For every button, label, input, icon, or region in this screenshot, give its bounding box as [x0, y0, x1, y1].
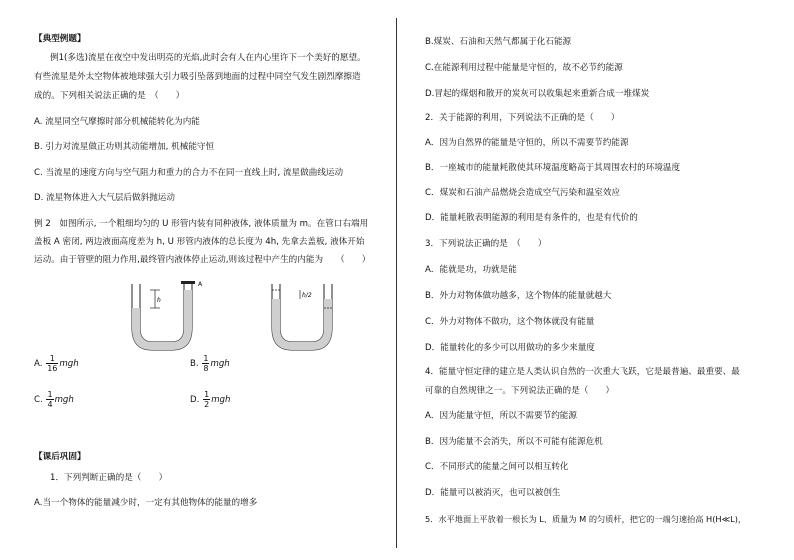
q4-option-a: A．因为能量守恒，所以不需要节约能源	[425, 411, 577, 421]
ex1-option-b: B. 引力对流星做正功则其动能增加, 机械能守恒	[34, 142, 215, 152]
ex1-option-a: A. 流星同空气摩擦时部分机械能转化为内能	[34, 117, 200, 127]
q5-stem-line1: 5．水平地面上平放着一根长为 L、质量为 M 的匀质杆，把它的一端匀速抬高 H(H≪L)，	[425, 514, 747, 524]
q3-option-d: D．能量转化的多少可以用做功的多少来量度	[425, 343, 595, 353]
fraction: $\frac{1}{2}$	[204, 390, 210, 409]
ex2-option-a: A. $\frac{1}{16}$ mgh	[34, 354, 79, 373]
ex2-stem-line2: 盖板 A 密闭, 两边液面高度差为 h, U 形管内液体的总长度为 4h, 先拿去盖板, 液体开始	[34, 237, 365, 247]
section-header-review: 【课后巩固】	[34, 452, 86, 462]
q4-option-c: C．不同形式的能量之间可以相互转化	[425, 462, 569, 472]
ex1-stem-line2: 有些流星是外太空物体被地球强大引力吸引坠落到地面的过程中同空气发生剧烈摩擦造	[34, 72, 361, 82]
q4-option-d: D．能量可以被消灭，也可以被创生	[425, 488, 561, 498]
q3-stem: 3．下列说法正确的是 （ ）	[425, 239, 547, 249]
q1-option-d: D.冒起的煤烟和散开的炭灰可以收集起来重新合成一堆煤炭	[425, 89, 650, 99]
ex1-stem-line1: 例1(多选)流星在夜空中发出明亮的光焰,此时会有人在内心里许下一个美好的愿望。	[50, 53, 366, 63]
q1-option-a: A.当一个物体的能量减少时，一定有其他物体的能量的增多	[34, 498, 258, 508]
fig-label-half-h: h/2	[302, 292, 312, 299]
q2-option-d: D．能量耗散表明能源的利用是有条件的，也是有代价的	[425, 213, 638, 223]
ex2-option-d: D. $\frac{1}{2}$ mgh	[190, 390, 231, 409]
q1-stem: 1．下列判断正确的是（ ）	[50, 473, 168, 483]
q4-stem-line1: 4．能量守恒定律的建立是人类认识自然的一次重大飞跃，它是最普遍、最重要、最	[425, 367, 740, 377]
ex1-option-d: D. 流星物体进入大气层后做斜抛运动	[34, 193, 175, 203]
ex2-option-c: C. $\frac{1}{4}$ mgh	[34, 390, 74, 409]
fig-label-a: A	[198, 281, 203, 288]
q1-option-b: B.煤炭、石油和天然气都属于化石能源	[425, 37, 572, 47]
fraction: $\frac{1}{16}$	[47, 354, 58, 373]
q4-option-b: B．因为能量不会消失，所以不可能有能源危机	[425, 437, 603, 447]
ex1-option-c: C. 当流星的速度方向与空气阻力和重力的合力不在同一直线上时, 流星做曲线运动	[34, 168, 344, 178]
fraction: $\frac{1}{8}$	[203, 354, 209, 373]
u-tube-left	[132, 281, 195, 350]
q2-stem: 2．关于能源的利用，下列说法不正确的是（ ）	[425, 113, 620, 123]
ex2-stem-line1: 例 2 如图所示, 一个粗细均匀的 U 形管内装有同种液体, 液体质量为 m。在管口右端用	[34, 219, 369, 229]
q2-option-b: B．一座城市的能量耗散使其环境温度略高于其周围农村的环境温度	[425, 163, 681, 173]
ex2-stem-line3: 运动。由于管壁的阻力作用,最终管内液体停止运动,则该过程中产生的内能为 （ ）	[34, 255, 371, 265]
q3-option-c: C．外力对物体不做功，这个物体就没有能量	[425, 317, 595, 327]
q3-option-b: B．外力对物体做功越多，这个物体的能量就越大	[425, 291, 612, 301]
fig-label-h: h	[157, 297, 161, 304]
section-header-examples: 【典型例题】	[34, 34, 86, 44]
q3-option-a: A．能就是功，功就是能	[425, 265, 517, 275]
u-tube-figure	[120, 278, 350, 358]
column-divider	[396, 18, 397, 548]
q2-option-a: A．因为自然界的能量是守恒的，所以不需要节约能源	[425, 138, 629, 148]
q4-stem-line2: 可靠的自然规律之一。下列说法正确的是（ ）	[425, 386, 615, 396]
q1-option-c: C.在能源利用过程中能量是守恒的，故不必节约能源	[425, 63, 623, 73]
q2-option-c: C．煤炭和石油产品燃烧会造成空气污染和温室效应	[425, 188, 621, 198]
ex1-stem-line3: 成的。下列相关说法正确的是 （ ）	[34, 91, 185, 101]
fraction: $\frac{1}{4}$	[47, 390, 53, 409]
ex2-option-b: B. $\frac{1}{8}$ mgh	[190, 354, 230, 373]
